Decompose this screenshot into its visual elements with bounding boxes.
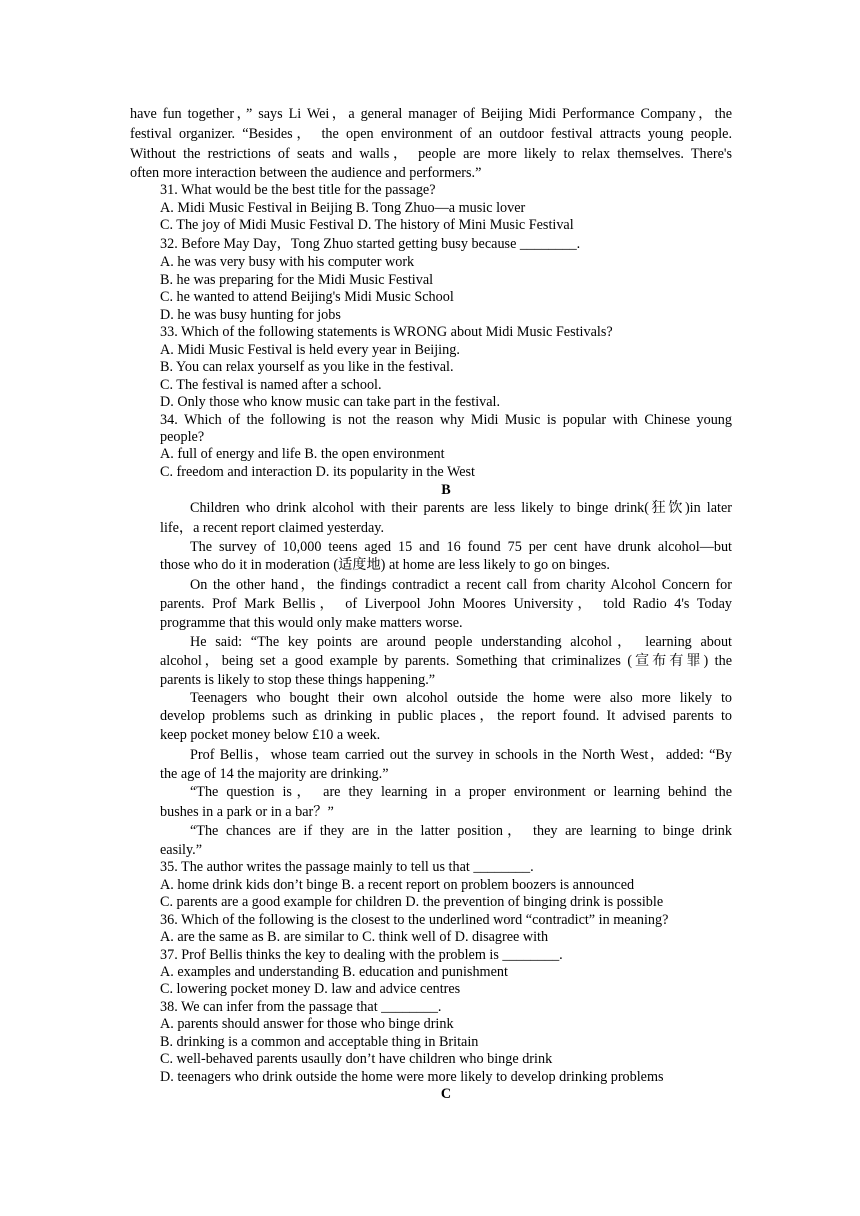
question-option: A. home drink kids don’t binge B. a recent report on problem boozers is announced [160,877,635,893]
question-37: 37. Prof Bellis thinks the key to dealing with the problem is ________. [160,947,563,963]
passage-line: parents. Prof Mark Bellis， of Liverpool John Moores University， told Radio 4's Today [160,596,732,612]
question-34-cont: people? [160,429,205,445]
question-option: D. Only those who know music can take part in the festival. [160,394,501,410]
question-option: A. Midi Music Festival in Beijing B. Tong Zhuo—a music lover [160,200,526,216]
passage-line: programme that this would only make matters worse. [160,615,463,631]
passage-line: the age of 14 the majority are drinking.” [160,766,389,782]
passage-line: those who do it in moderation (适度地) at home are less likely to go on binges. [160,557,610,573]
intro-line: often more interaction between the audience and performers.” [130,165,482,181]
passage-line: “The chances are if they are in the latter position， they are learning to binge drink [190,823,732,839]
section-heading-b: B [441,482,451,498]
passage-line: Children who drink alcohol with their parents are less likely to binge drink(狂饮)in later [190,500,732,516]
passage-line: “The question is， are they learning in a proper environment or learning behind the [190,784,732,800]
passage-line: On the other hand，the findings contradict a recent call from charity Alcohol Concern for [190,577,732,593]
passage-line: life，a recent report claimed yesterday. [160,520,384,536]
question-option: C. lowering pocket money D. law and advice centres [160,981,461,997]
question-option: D. teenagers who drink outside the home were more likely to develop drinking problems [160,1069,664,1085]
question-option: A. examples and understanding B. education and punishment [160,964,508,980]
question-31: 31. What would be the best title for the passage? [160,182,436,198]
passage-line: Prof Bellis，whose team carried out the survey in schools in the North West，added: “By [190,747,732,763]
passage-line: bushes in a park or in a bar？” [160,804,334,820]
question-option: A. are the same as B. are similar to C. think well of D. disagree with [160,929,549,945]
question-option: A. Midi Music Festival is held every year in Beijing. [160,342,460,358]
question-option: C. parents are a good example for children D. the prevention of binging drink is possible [160,894,664,910]
passage-line: keep pocket money below £10 a week. [160,727,381,743]
question-38: 38. We can infer from the passage that ________. [160,999,442,1015]
question-option: C. well-behaved parents usaully don’t have children who binge drink [160,1051,553,1067]
question-option: B. You can relax yourself as you like in the festival. [160,359,454,375]
question-option: D. he was busy hunting for jobs [160,307,341,323]
question-36: 36. Which of the following is the closest to the underlined word “contradict” in meaning? [160,912,669,928]
question-option: C. freedom and interaction D. its popularity in the West [160,464,475,480]
question-33: 33. Which of the following statements is WRONG about Midi Music Festivals? [160,324,613,340]
passage-line: develop problems such as drinking in public places，the report found. It advised parents to [160,708,732,724]
intro-line: Without the restrictions of seats and walls， people are more likely to relax themselves. There's [130,146,732,162]
question-34: 34. Which of the following is not the reason why Midi Music is popular with Chinese young [160,412,732,428]
intro-line: have fun together，” says Li Wei，a general manager of Beijing Midi Performance Company，the [130,106,732,122]
passage-line: The survey of 10,000 teens aged 15 and 16 found 75 per cent have drunk alcohol—but [190,539,732,555]
question-32: 32. Before May Day，Tong Zhuo started getting busy because ________. [160,236,581,252]
question-option: C. he wanted to attend Beijing's Midi Music School [160,289,454,305]
question-option: A. full of energy and life B. the open environment [160,446,445,462]
question-option: C. The joy of Midi Music Festival D. The history of Mini Music Festival [160,217,574,233]
question-option: C. The festival is named after a school. [160,377,382,393]
question-option: A. parents should answer for those who binge drink [160,1016,454,1032]
question-option: B. he was preparing for the Midi Music Festival [160,272,434,288]
question-35: 35. The author writes the passage mainly to tell us that ________. [160,859,534,875]
question-option: B. drinking is a common and acceptable thing in Britain [160,1034,479,1050]
passage-line: He said: “The key points are around people understanding alcohol， learning about [190,634,732,650]
passage-line: Teenagers who bought their own alcohol outside the home were also more likely to [190,690,732,706]
passage-line: parents is likely to stop these things happening.” [160,672,436,688]
passage-line: alcohol，being set a good example by parents. Something that criminalizes (宣布有罪) the [160,653,732,669]
section-heading-c: C [440,1086,452,1102]
question-option: A. he was very busy with his computer work [160,254,415,270]
passage-line: easily.” [160,842,203,858]
intro-line: festival organizer. “Besides， the open environment of an outdoor festival attracts young people. [130,126,732,142]
